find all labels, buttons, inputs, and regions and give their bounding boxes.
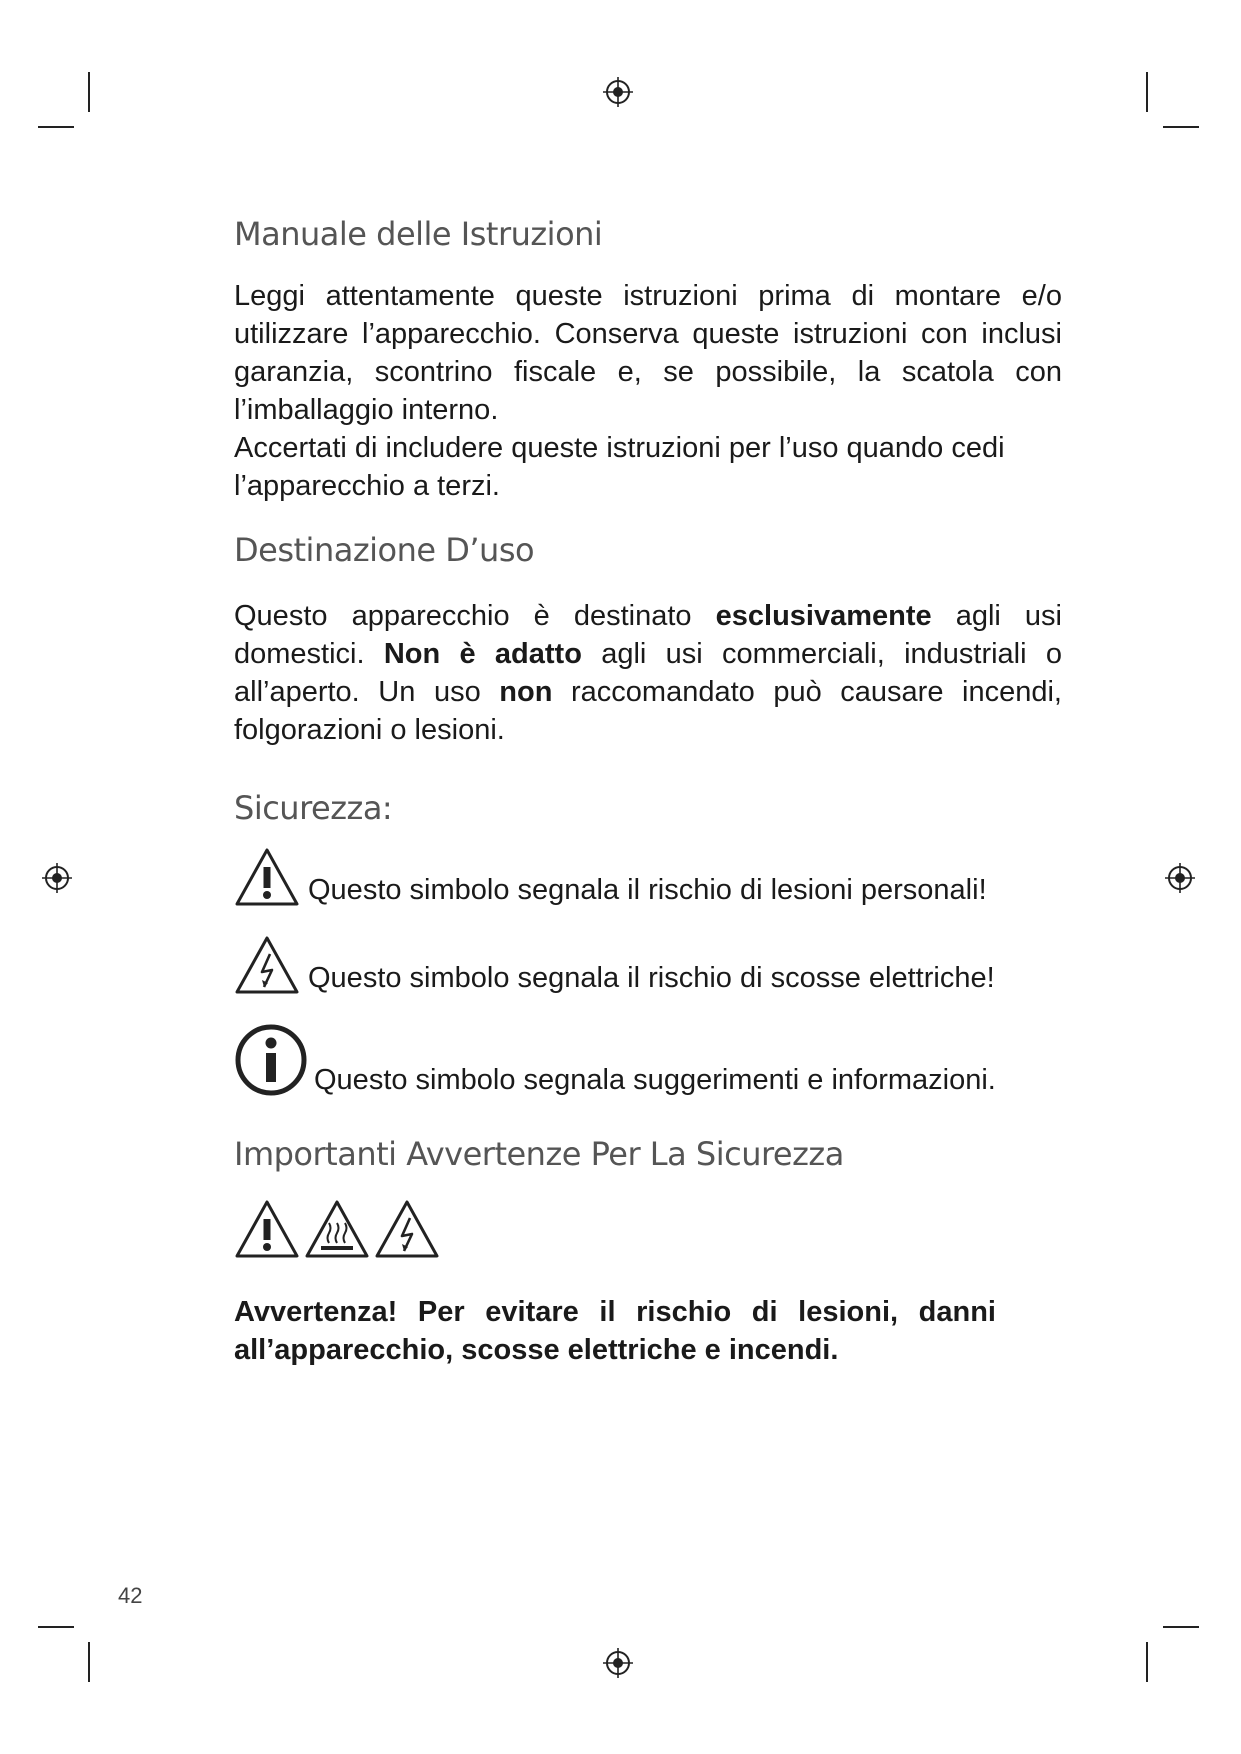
manual-paragraph-2: Accertati di includere queste istruzioni per l’uso quando cedi l’apparecchio a terzi.: [234, 432, 1005, 502]
symbol-description: Questo simbolo segnala il rischio di lesioni personali!: [308, 874, 987, 906]
hot-surface-icon: [304, 1199, 370, 1259]
emphasis-not: non: [499, 676, 553, 708]
warning-icon: [234, 1199, 300, 1259]
text-run: agli usi domestici.: [234, 600, 1062, 670]
symbol-row-electric: [234, 935, 1062, 995]
text-run: raccomandato può causare incendi, folgorazioni o lesioni.: [234, 676, 1062, 746]
registration-mark-icon: [1163, 861, 1197, 895]
crop-mark: [88, 72, 90, 112]
manual-paragraph-1: Leggi attentamente queste istruzioni prima di montare e/o utilizzare l’apparecchio. Conserva queste istruzioni con inclusi garanzia, scontrino fiscale e, se possibile, la scatola con l’imballaggio interno.: [234, 280, 1062, 426]
crop-mark: [88, 1642, 90, 1682]
page-content: [234, 215, 1062, 1369]
warning-icons-row: [234, 1199, 1062, 1259]
symbol-description: Questo simbolo segnala suggerimenti e informazioni.: [314, 1064, 996, 1096]
section-title-important-warnings: Importanti Avvertenze Per La Sicurezza: [234, 1135, 844, 1173]
warning-icon: [234, 847, 300, 907]
emphasis-not-suitable: Non è adatto: [383, 638, 582, 670]
emphasis-exclusively: esclusivamente: [715, 600, 932, 632]
registration-mark-icon: [601, 75, 635, 109]
section-title-safety: Sicurezza:: [234, 789, 393, 827]
intended-use-paragraph: [234, 597, 1062, 749]
electric-shock-icon: [234, 935, 300, 995]
electric-shock-icon: [374, 1199, 440, 1259]
crop-mark: [38, 126, 74, 128]
registration-mark-icon: [601, 1646, 635, 1680]
section-title-manual: Manuale delle Istruzioni: [234, 215, 603, 253]
crop-mark: [1163, 1626, 1199, 1628]
page-number: 42: [118, 1583, 143, 1608]
symbol-description: Questo simbolo segnala il rischio di scosse elettriche!: [308, 962, 995, 994]
symbol-row-warning: [234, 847, 1062, 907]
text-run: Questo apparecchio è destinato: [234, 600, 716, 632]
crop-mark: [38, 1626, 74, 1628]
crop-mark: [1163, 126, 1199, 128]
safety-warning-text: Avvertenza! Per evitare il rischio di lesioni, danni all’apparecchio, scosse elettriche e incendi.: [234, 1296, 996, 1366]
crop-mark: [1146, 72, 1148, 112]
section-title-intended-use: Destinazione D’uso: [234, 531, 535, 569]
symbol-row-info: [234, 1023, 1062, 1097]
registration-mark-icon: [40, 861, 74, 895]
info-icon: [234, 1023, 308, 1097]
crop-mark: [1146, 1642, 1148, 1682]
text-run: agli usi commerciali, industriali o all’aperto. Un uso: [234, 638, 1062, 708]
